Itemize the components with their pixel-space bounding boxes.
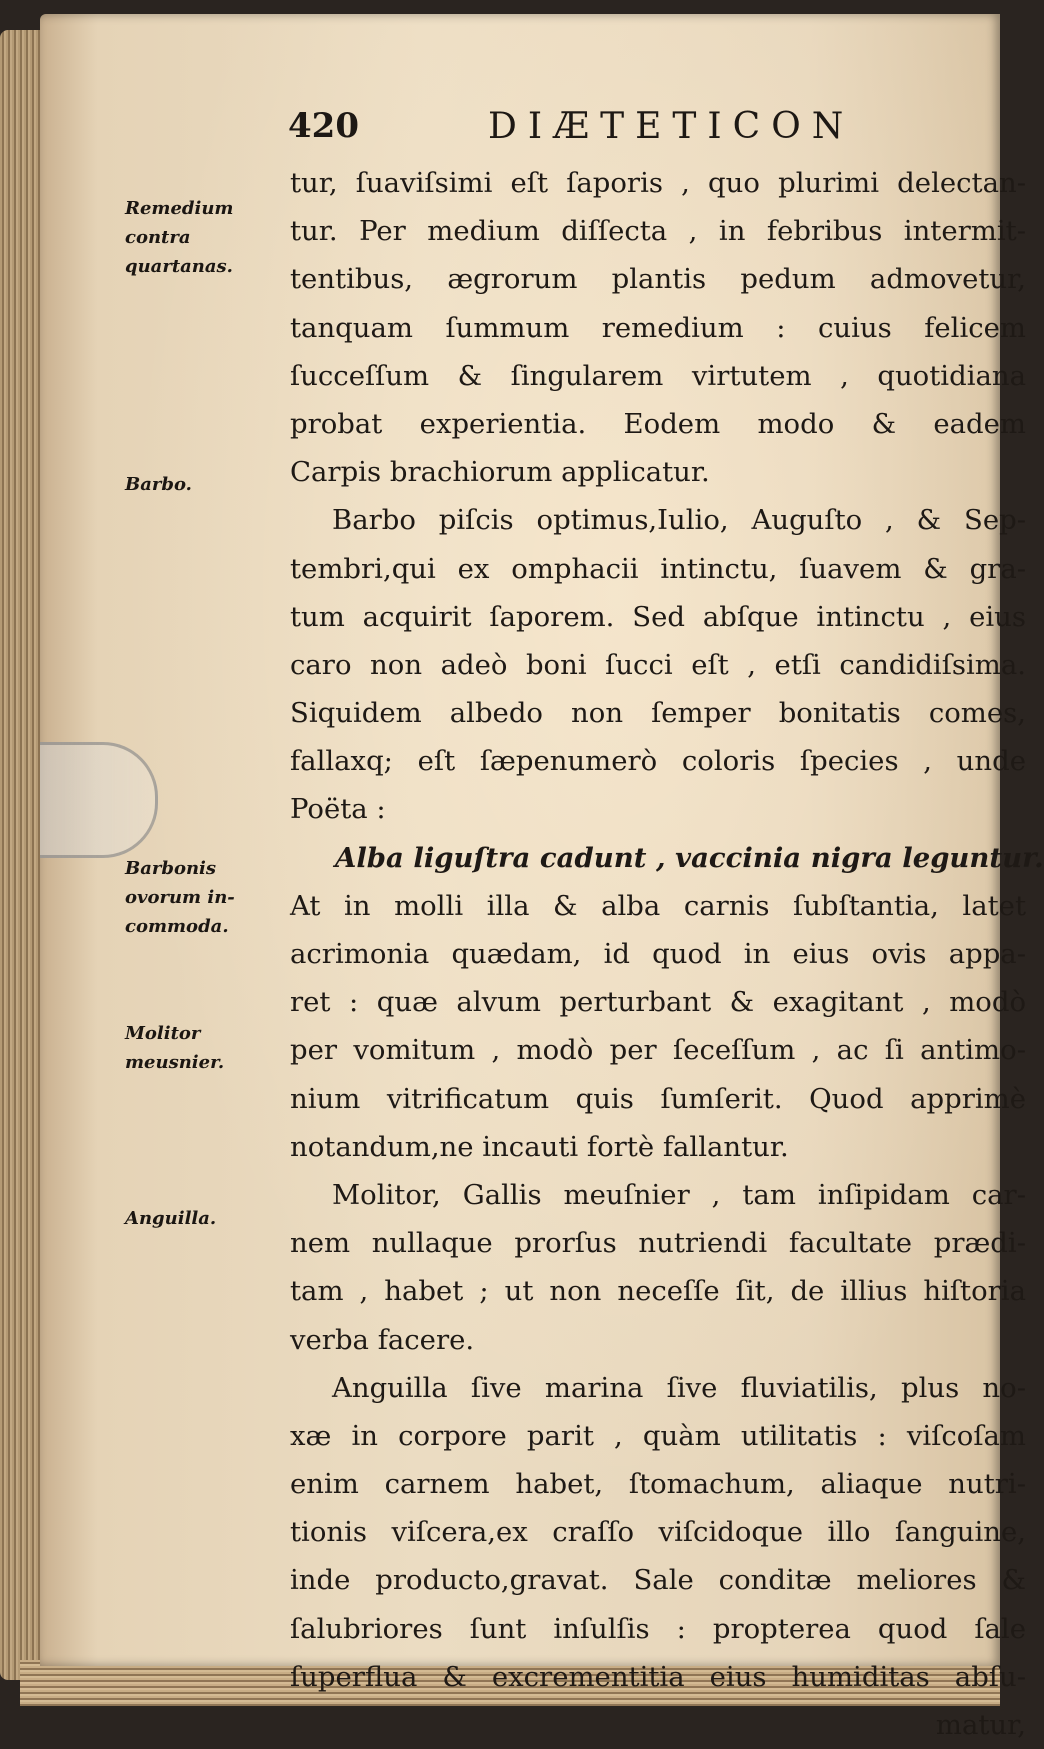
- text-line: tur, ſuaviſsimi eſt ſaporis , quo plurimi delectan-: [290, 167, 1026, 199]
- text-line: At in molli illa & alba carnis ſubſtantia, latet: [290, 889, 1026, 922]
- text-line: inde producto,gravat. Sale conditæ meliores &: [290, 1564, 1026, 1597]
- text-line: caro non adeò boni ſucci eſt , etſi candidiſsima.: [290, 648, 1026, 681]
- text-line: nem nullaque prorſus nutriendi facultate prædi-: [290, 1227, 1026, 1260]
- text-line: notandum,ne incauti fortè fallantur.: [290, 1130, 789, 1163]
- sidenote-barbo: Barbo.: [125, 474, 192, 495]
- text-line: ſalubriores ſunt inſulſis : propterea quod ſale: [290, 1612, 1026, 1645]
- text-line: enim carnem habet, ſtomachum, aliaque nutri-: [290, 1468, 1026, 1501]
- body-text: [290, 159, 1044, 1749]
- text-line: tembri,qui ex omphacii intinctu, ſuavem & gra-: [290, 552, 1026, 585]
- text-line: tur. Per medium diſſecta , in febribus intermit-: [290, 215, 1026, 248]
- text-line: Barbo piſcis optimus,Iulio, Auguſto , & Sep-: [332, 504, 1026, 537]
- text-line: per vomitum , modò per ſeceſſum , ac ſi antimo-: [290, 1034, 1026, 1067]
- text-line: tentibus, ægrorum plantis pedum admovetur,: [290, 263, 1026, 296]
- text-line: fallaxq; eſt ſæpenumerò coloris ſpecies , unde: [290, 745, 1026, 778]
- sidenote-anguilla: Anguilla.: [125, 1208, 217, 1229]
- sidenote-remedium: Remedium contra quartanas.: [125, 198, 234, 277]
- text-line: tam , habet ; ut non neceſſe ſit, de illius hiſtoria: [290, 1275, 1026, 1308]
- sidenote-molitor: Molitor meusnier.: [125, 1023, 225, 1073]
- text-line: Siquidem albedo non ſemper bonitatis comes,: [290, 697, 1026, 730]
- text-line: Alba liguſtra cadunt , vaccinia nigra leguntur.: [335, 841, 1044, 874]
- text-line: Poëta :: [290, 793, 386, 826]
- text-line: tum acquirit ſaporem. Sed abſque intinctu , eius: [290, 600, 1026, 633]
- book-page: [40, 14, 1044, 1741]
- text-line: Anguilla ſive marina ſive fluviatilis, plus no-: [332, 1371, 1026, 1404]
- text-line: probat experientia. Eodem modo & eadem: [290, 407, 1026, 440]
- text-line: acrimonia quædam, id quod in eius ovis appa-: [290, 938, 1026, 970]
- running-head: [288, 106, 888, 156]
- text-line: ſucceſſum & ſingularem virtutem , quotidiana: [290, 359, 1026, 392]
- text-line: Molitor, Gallis meuſnier , tam inſipidam car-: [332, 1178, 1026, 1211]
- running-title: DIÆTETICON: [488, 106, 855, 147]
- sidenote-barbonis: Barbonis ovorum in- commoda.: [125, 858, 235, 937]
- page-number: 420: [288, 106, 359, 146]
- text-line: nium vitrificatum quis ſumſerit. Quod apprimè: [290, 1082, 1026, 1115]
- text-line: tanquam ſummum remedium : cuius felicem: [290, 311, 1026, 344]
- page-clip: [40, 742, 158, 858]
- text-line: ſuperflua & excrementitia eius humiditas abſu-: [290, 1660, 1026, 1693]
- text-line: xæ in corpore parit , quàm utilitatis : viſcoſam: [290, 1419, 1026, 1452]
- text-line: ret : quæ alvum perturbant & exagitant , modò: [290, 986, 1026, 1019]
- text-line: verba facere.: [290, 1323, 475, 1356]
- text-line: matur,: [935, 1709, 1026, 1741]
- text-line: Carpis brachiorum applicatur.: [290, 456, 710, 489]
- text-line: tionis viſcera,ex craſſo viſcidoque illo ſanguine,: [290, 1516, 1026, 1549]
